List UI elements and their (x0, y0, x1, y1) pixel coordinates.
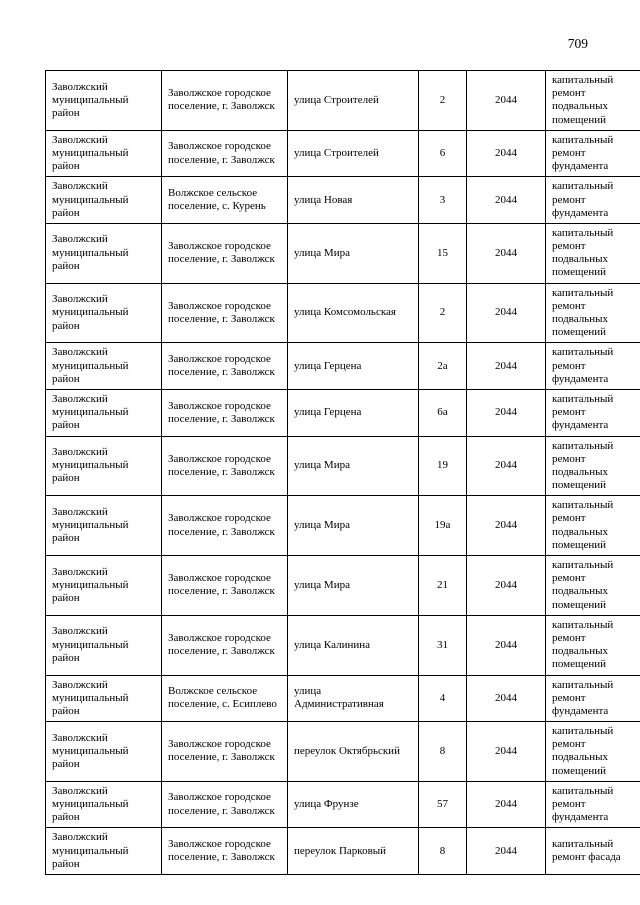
district-cell: Заволжский муниципальный район (46, 223, 162, 283)
table-row (46, 283, 640, 343)
year-cell: 2044 (467, 675, 546, 722)
district-cell: Заволжский муниципальный район (46, 130, 162, 177)
district-cell: Заволжский муниципальный район (46, 781, 162, 828)
street-cell: улица Фрунзе (288, 781, 419, 828)
settlement-cell: Заволжское городское поселение, г. Заволжск (162, 436, 288, 496)
table-row (46, 496, 640, 556)
repair-type-cell: капитальный ремонт фасада (546, 828, 640, 875)
year-cell: 2044 (467, 615, 546, 675)
table-row (46, 722, 640, 782)
year-cell: 2044 (467, 283, 546, 343)
repair-type-cell: капитальный ремонт подвальных помещений (546, 71, 640, 131)
house-number-cell: 2 (419, 283, 467, 343)
street-cell: улица Административная (288, 675, 419, 722)
year-cell: 2044 (467, 722, 546, 782)
repair-type-cell: капитальный ремонт подвальных помещений (546, 283, 640, 343)
table-row (46, 556, 640, 616)
house-number-cell: 6 (419, 130, 467, 177)
street-cell: улица Калинина (288, 615, 419, 675)
house-number-cell: 6а (419, 389, 467, 436)
street-cell: улица Мира (288, 556, 419, 616)
settlement-cell: Заволжское городское поселение, г. Заволжск (162, 828, 288, 875)
district-cell: Заволжский муниципальный район (46, 556, 162, 616)
district-cell: Заволжский муниципальный район (46, 177, 162, 224)
settlement-cell: Заволжское городское поселение, г. Заволжск (162, 722, 288, 782)
repair-type-cell: капитальный ремонт подвальных помещений (546, 615, 640, 675)
settlement-cell: Заволжское городское поселение, г. Заволжск (162, 130, 288, 177)
house-number-cell: 8 (419, 722, 467, 782)
street-cell: улица Мира (288, 496, 419, 556)
year-cell: 2044 (467, 556, 546, 616)
district-cell: Заволжский муниципальный район (46, 615, 162, 675)
district-cell: Заволжский муниципальный район (46, 71, 162, 131)
table-row (46, 675, 640, 722)
year-cell: 2044 (467, 343, 546, 390)
year-cell: 2044 (467, 389, 546, 436)
capital-repair-table (45, 70, 640, 875)
table-row (46, 343, 640, 390)
house-number-cell: 31 (419, 615, 467, 675)
table-row (46, 615, 640, 675)
year-cell: 2044 (467, 177, 546, 224)
repair-type-cell: капитальный ремонт подвальных помещений (546, 496, 640, 556)
repair-type-cell: капитальный ремонт подвальных помещений (546, 722, 640, 782)
year-cell: 2044 (467, 781, 546, 828)
table-row (46, 130, 640, 177)
table-row (46, 828, 640, 875)
street-cell: улица Комсомольская (288, 283, 419, 343)
repair-type-cell: капитальный ремонт фундамента (546, 130, 640, 177)
house-number-cell: 2 (419, 71, 467, 131)
district-cell: Заволжский муниципальный район (46, 389, 162, 436)
house-number-cell: 57 (419, 781, 467, 828)
table-row (46, 223, 640, 283)
year-cell: 2044 (467, 130, 546, 177)
table-body (46, 71, 640, 875)
repair-type-cell: капитальный ремонт фундамента (546, 177, 640, 224)
settlement-cell: Заволжское городское поселение, г. Заволжск (162, 283, 288, 343)
house-number-cell: 19 (419, 436, 467, 496)
settlement-cell: Заволжское городское поселение, г. Заволжск (162, 223, 288, 283)
table-row (46, 177, 640, 224)
table-row (46, 71, 640, 131)
settlement-cell: Заволжское городское поселение, г. Заволжск (162, 781, 288, 828)
page-number: 709 (567, 36, 588, 51)
repair-type-cell: капитальный ремонт фундамента (546, 389, 640, 436)
settlement-cell: Волжское сельское поселение, с. Курень (162, 177, 288, 224)
settlement-cell: Волжское сельское поселение, с. Есиплево (162, 675, 288, 722)
district-cell: Заволжский муниципальный район (46, 283, 162, 343)
repair-type-cell: капитальный ремонт фундамента (546, 343, 640, 390)
street-cell: улица Строителей (288, 130, 419, 177)
table-row (46, 781, 640, 828)
table-row (46, 389, 640, 436)
settlement-cell: Заволжское городское поселение, г. Заволжск (162, 389, 288, 436)
street-cell: улица Строителей (288, 71, 419, 131)
street-cell: улица Герцена (288, 343, 419, 390)
street-cell: улица Мира (288, 223, 419, 283)
repair-type-cell: капитальный ремонт подвальных помещений (546, 223, 640, 283)
settlement-cell: Заволжское городское поселение, г. Заволжск (162, 556, 288, 616)
street-cell: улица Новая (288, 177, 419, 224)
year-cell: 2044 (467, 828, 546, 875)
house-number-cell: 15 (419, 223, 467, 283)
repair-type-cell: капитальный ремонт подвальных помещений (546, 556, 640, 616)
district-cell: Заволжский муниципальный район (46, 436, 162, 496)
street-cell: улица Герцена (288, 389, 419, 436)
house-number-cell: 21 (419, 556, 467, 616)
house-number-cell: 4 (419, 675, 467, 722)
house-number-cell: 8 (419, 828, 467, 875)
house-number-cell: 2а (419, 343, 467, 390)
repair-type-cell: капитальный ремонт фундамента (546, 781, 640, 828)
year-cell: 2044 (467, 436, 546, 496)
year-cell: 2044 (467, 71, 546, 131)
district-cell: Заволжский муниципальный район (46, 828, 162, 875)
year-cell: 2044 (467, 223, 546, 283)
house-number-cell: 19а (419, 496, 467, 556)
district-cell: Заволжский муниципальный район (46, 496, 162, 556)
district-cell: Заволжский муниципальный район (46, 722, 162, 782)
district-cell: Заволжский муниципальный район (46, 675, 162, 722)
settlement-cell: Заволжское городское поселение, г. Заволжск (162, 343, 288, 390)
year-cell: 2044 (467, 496, 546, 556)
settlement-cell: Заволжское городское поселение, г. Заволжск (162, 615, 288, 675)
repair-type-cell: капитальный ремонт фундамента (546, 675, 640, 722)
street-cell: переулок Октябрьский (288, 722, 419, 782)
settlement-cell: Заволжское городское поселение, г. Заволжск (162, 496, 288, 556)
house-number-cell: 3 (419, 177, 467, 224)
repair-type-cell: капитальный ремонт подвальных помещений (546, 436, 640, 496)
settlement-cell: Заволжское городское поселение, г. Заволжск (162, 71, 288, 131)
street-cell: улица Мира (288, 436, 419, 496)
street-cell: переулок Парковый (288, 828, 419, 875)
table-row (46, 436, 640, 496)
district-cell: Заволжский муниципальный район (46, 343, 162, 390)
